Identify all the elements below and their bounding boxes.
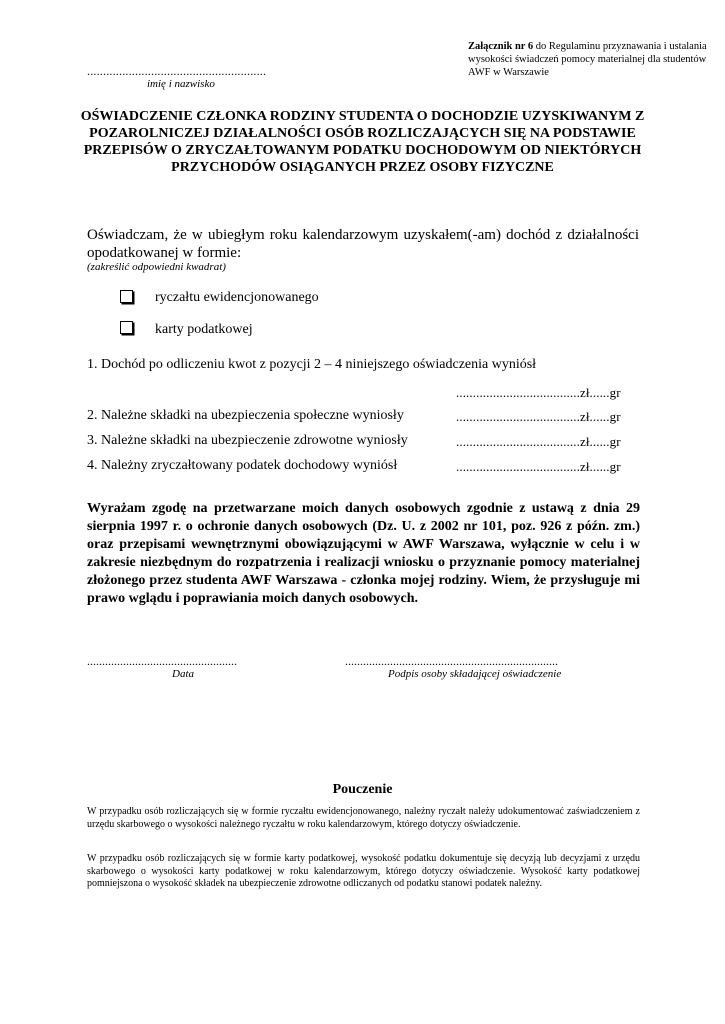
social-insurance-label: 2. Należne składki na ubezpieczenia społeczne wyniosły bbox=[87, 408, 404, 423]
income-amount-field[interactable]: .....................................zł......gr bbox=[456, 385, 621, 400]
tax-label: 4. Należny zryczałtowany podatek dochodowy wyniósł bbox=[87, 458, 398, 473]
pouczenie-paragraph-1: W przypadku osób rozliczających się w formie ryczałtu ewidencjonowanego, należny ryczałt należy udokumentować zaświadczeniem z urzędu skarbowego o wysokości należnego ryczałtu w roku kalendarzowym, którego dotyczy oświadczenie. bbox=[87, 806, 640, 830]
checkbox-karta[interactable] bbox=[120, 321, 133, 334]
signature-field-label: Podpis osoby składającej oświadczenie bbox=[388, 668, 562, 680]
health-insurance-amount-field[interactable]: .....................................zł......gr bbox=[456, 434, 621, 449]
document-title: OŚWIADCZENIE CZŁONKA RODZINY STUDENTA O DOCHODZIE UZYSKIWANYM Z POZAROLNICZEJ DZIAŁALNOŚCI OSÓB ROZLICZAJĄCYCH SIĘ NA PODSTAWIE PRZEPISÓW O ZRYCZAŁTOWANYM PODATKU DOCHODOWYM OD NIEKTÓRYCH PRZYCHODÓW OSIĄGANYCH PRZEZ OSOBY FIZYCZNE bbox=[80, 109, 645, 175]
annex-text: do Regulaminu przyznawania i ustalania wysokości świadczeń pomocy materialnej dla studentów AWF w Warszawie bbox=[468, 41, 707, 78]
tax-amount-field[interactable]: .....................................zł......gr bbox=[456, 459, 621, 474]
checkbox-ryczalt[interactable] bbox=[120, 290, 133, 303]
option-label-ryczalt: ryczałtu ewidencjonowanego bbox=[155, 290, 319, 305]
pouczenie-paragraph-2: W przypadku osób rozliczających się w formie karty podatkowej, wysokość podatku dokumentuje się decyzją lub decyzjami z urzędu skarbowego o wysokości karty podatkowej w roku kalendarzowym, którego dotyczy oświadczenie. Wysokość karty podatkowej pomniejszona o wysokość składek na ubezpieczenie zdrowotne odliczanych od podatku stanowi podatek należny. bbox=[87, 853, 640, 889]
checkbox-hint: (zakreślić odpowiedni kwadrat) bbox=[87, 261, 226, 273]
pouczenie-heading: Pouczenie bbox=[332, 782, 393, 797]
date-field-label: Data bbox=[172, 668, 194, 680]
health-insurance-label: 3. Należne składki na ubezpieczenie zdrowotne wyniosły bbox=[87, 433, 408, 448]
option-label-karta: karty podatkowej bbox=[155, 322, 253, 337]
name-field-line[interactable]: ........................................................ bbox=[87, 64, 267, 78]
intro-statement: Oświadczam, że w ubiegłym roku kalendarzowym uzyskałem(-am) dochód z działalności opodatkowanej w formie: bbox=[87, 227, 639, 261]
signature-field-line[interactable]: ....................................................................... bbox=[345, 654, 558, 668]
data-consent-statement: Wyrażam zgodę na przetwarzane moich danych osobowych zgodnie z ustawą z dnia 29 sierpnia 1997 r. o ochronie danych osobowych (Dz. U. z 2002 nr 101, poz. 926 z późn. zm.) oraz przepisami wewnętrznymi obowiązującymi w AWF Warszawa, wyłącznie w celu i w zakresie niezbędnym do rozpatrzenia i realizacji wniosku o przyznanie pomocy materialnej złożonego przez studenta AWF Warszawa - członka mojej rodziny. Wiem, że przysługuje mi prawo wglądu i poprawiania moich danych osobowych. bbox=[87, 501, 640, 606]
name-field-label: imię i nazwisko bbox=[147, 78, 215, 90]
annex-note bbox=[468, 40, 718, 79]
date-field-line[interactable]: .................................................. bbox=[87, 654, 237, 668]
income-line-label: 1. Dochód po odliczeniu kwot z pozycji 2 – 4 niniejszego oświadczenia wyniósł bbox=[87, 357, 537, 372]
social-insurance-amount-field[interactable]: .....................................zł......gr bbox=[456, 409, 621, 424]
annex-number: Załącznik nr 6 bbox=[468, 41, 534, 52]
